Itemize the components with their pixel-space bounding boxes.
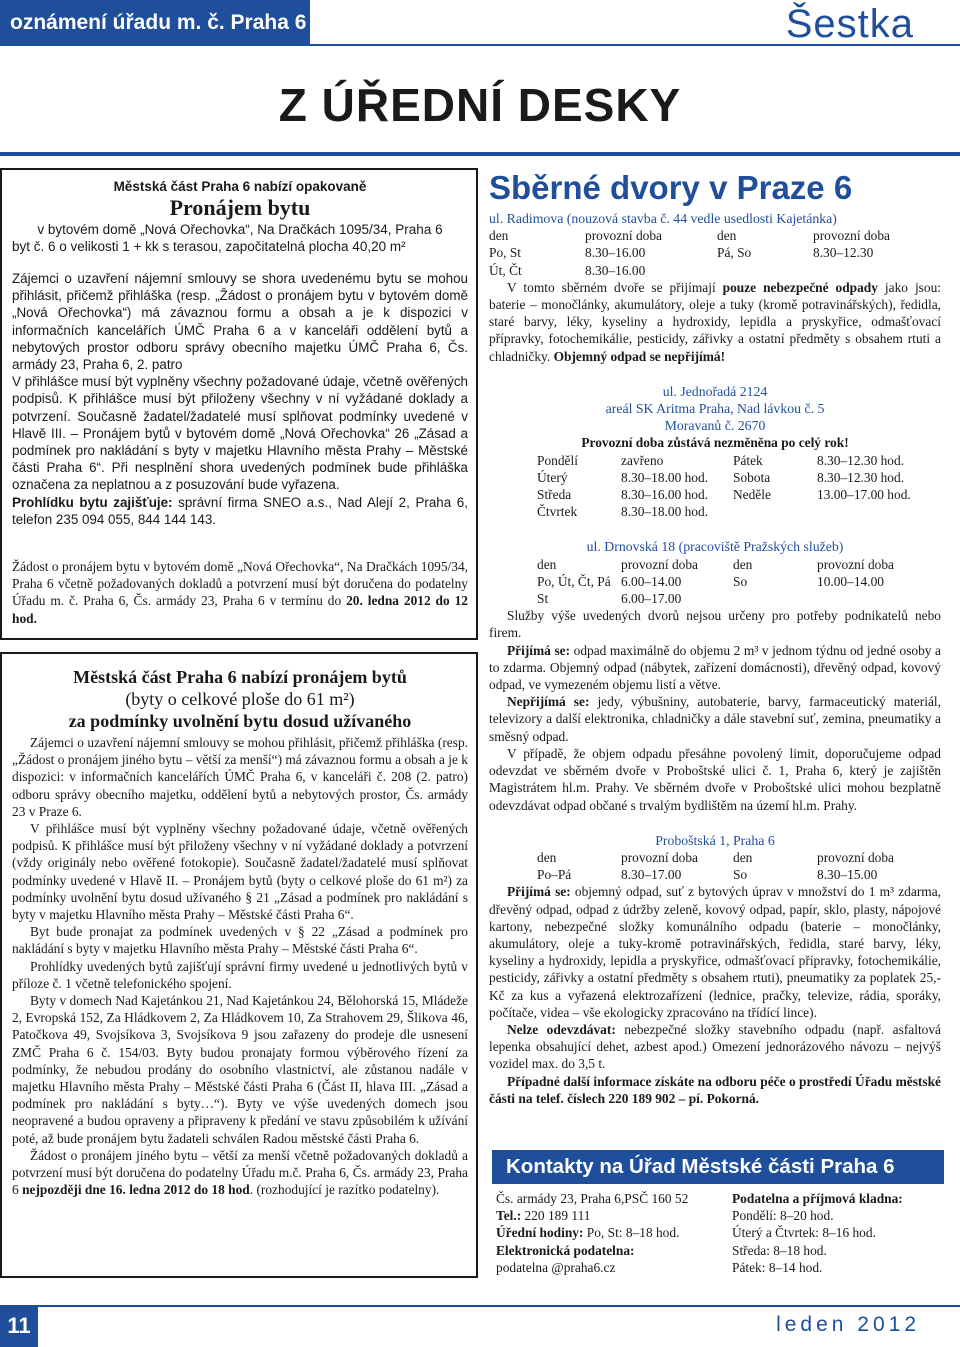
table-row bbox=[537, 573, 941, 590]
table-header-row bbox=[537, 556, 941, 573]
table-cell: Čtvrtek bbox=[537, 504, 578, 520]
contact-box bbox=[492, 1150, 944, 1280]
rental-h3: za podmínky uvolnění bytu dosud užívaného bbox=[68, 711, 412, 731]
contact-phone bbox=[496, 1207, 726, 1224]
table-header: den bbox=[537, 849, 557, 865]
hours-table-jednorada bbox=[537, 452, 941, 521]
table-cell: 8.30–15.00 bbox=[817, 867, 878, 883]
yard-bold: Přijímá se: bbox=[507, 884, 571, 900]
page-number: 11 bbox=[0, 1305, 38, 1347]
yard-text-radimova bbox=[489, 279, 941, 365]
table-cell bbox=[733, 503, 817, 520]
yard-text: V tomto sběrném dvoře se přijímají bbox=[507, 279, 723, 295]
table-header: provozní doba bbox=[585, 228, 662, 244]
table-cell: Úterý bbox=[537, 469, 568, 485]
table-cell: 8.30–16.00 hod. bbox=[621, 487, 709, 503]
rental-paragraph: Zájemci o uzavření nájemní smlouvy se mohou přihlásit, přičemž přihláška (resp. „Žádost o pronájem jiného bytu – větší za menší“) má závaznou formu a obsah a je k dispozici: v informačních kancelářích ÚMČ Praha 6, v kanceláři č. 208 (2. patro) odboru správy obecního majetku, oddělení bytů a nebytových prostor, Čs. armády 23 v Praze 6. bbox=[12, 735, 468, 819]
notice-paragraph: Zájemci o uzavření nájemní smlouvy se shora uvedenému bytu se mohou přihlásit, přičemž přihláška (resp. „Žádost o pronájem bytu v bytovém domě „Nová Ořechovka“) má závaznou formu a obsah a je k dispozici v informačních kancelářích ÚMČ Praha 6 a v kanceláři oddělení bytů a nebytových prostor odboru správy obecního majetku ÚMČ Praha 6, Čs. armády 23, Praha 6, 2. patro bbox=[12, 271, 468, 373]
contact-hours bbox=[496, 1224, 726, 1241]
table-cell: 6.00–14.00 bbox=[621, 573, 682, 589]
table-cell: Neděle bbox=[733, 487, 771, 503]
contact-value: Pátek: 8–14 hod. bbox=[732, 1259, 823, 1275]
notice-line2: Pronájem bytu bbox=[169, 195, 311, 220]
table-row bbox=[489, 244, 941, 261]
notice-line3: v bytovém domě „Nová Ořechovka“, Na Dračkách 1095/34, Praha 6 bbox=[37, 222, 443, 237]
rental-text: . (rozhodující je razítko podatelny). bbox=[249, 1182, 440, 1198]
notice-body bbox=[12, 270, 468, 528]
yard-heading-moravanu: Moravanů č. 2670 bbox=[664, 418, 766, 434]
contact-value: Úterý a Čtvrtek: 8–16 hod. bbox=[732, 1225, 876, 1241]
rental-bold: nejpozději dne 16. ledna 2012 do 18 hod bbox=[22, 1182, 250, 1198]
brand-logo: Šestka bbox=[785, 2, 914, 46]
table-cell: 6.00–17.00 bbox=[621, 591, 682, 607]
table-cell: Středa bbox=[537, 487, 572, 503]
table-cell: So bbox=[733, 867, 748, 883]
contact-label: Elektronická podatelna: bbox=[496, 1242, 635, 1258]
table-row bbox=[537, 486, 941, 503]
table-cell: 8.30–16.00 bbox=[585, 262, 646, 278]
table-cell: Pátek bbox=[733, 452, 763, 468]
table-row bbox=[489, 262, 941, 279]
contact-label: Tel.: bbox=[496, 1208, 522, 1224]
table-header: provozní doba bbox=[813, 228, 890, 244]
table-header: den bbox=[537, 556, 557, 572]
yard-text: objemný odpad, suť z bytových úprav v množství do 1 m³ zdarma, dřevěný odpad, odpad z údržby zeleně, kovový odpad, papír, sklo, plasty, nápojové kartony, nebezpečné složky komunálního odpadu (baterie – monočlánky, akumulátory, oleje a tuky-kromě potravinářských, ředidla, staré barvy, léky, kyseliny a hydroxidy, lepidla a pryskyřice, odmašťovací přípravky, fotochemikálie, pesticidy, zářivky a ostatní předměty s obsahem rtuti), pneumatiky za poplatek 25,- Kč za kus a vyřazená elektrozařízení (lednice, pračky, televize, rádia, sporáky, počítače, videa – vše ekologicky zpracováno na třídící lince). bbox=[489, 884, 941, 1020]
table-row bbox=[537, 590, 941, 607]
rental-paragraph: Byt bude pronajat za podmínek uvedených v § 22 „Zásad a podmínek pro nakládání s byty v majetku Hlavního města Prahy – Městské části Praha 6“. bbox=[12, 924, 468, 957]
notice-bold: 20. ledna 2012 do 12 hod. bbox=[12, 593, 468, 626]
notice-box-apartment bbox=[0, 168, 478, 640]
yard-heading-probostska: Proboštská 1, Praha 6 bbox=[655, 832, 775, 848]
notice-bold: Prohlídku bytu zajišťuje: bbox=[12, 494, 173, 510]
yard-text: odpad maximálně do objemu 2 m³ v jednom týdnu od jedné osoby a to zdarma. Objemný odpad (nábytek, zařízení domácnosti), dřevěný odpad, kovový odpad, ve vymezeném objemu listí a větve. bbox=[489, 642, 941, 693]
rental-paragraph: Prohlídky uvedených bytů zajišťují správní firmy uvedené u jednotlivých bytů v příloze č. 1 včetně telefonického spojení. bbox=[12, 958, 468, 991]
notice-box-rental bbox=[0, 652, 478, 1278]
contact-left bbox=[496, 1190, 726, 1276]
page-title: Z ÚŘEDNÍ DESKY bbox=[278, 79, 682, 131]
table-cell: 8.30–18.00 hod. bbox=[621, 504, 709, 520]
table-cell: 8.30–17.00 bbox=[621, 867, 682, 883]
notice-text: Žádost o pronájem bytu v bytovém domě „Nová Ořechovka“, Na Dračkách 1095/34, Praha 6 včetně požadovaných dokladů a potvrzení musí být doručena do podatelny Úřadu m. č. Praha 6, Čs. armády 23, Praha 6 v termínu do bbox=[12, 559, 468, 609]
table-cell: 8.30–18.00 hod. bbox=[621, 469, 709, 485]
table-header-row bbox=[537, 849, 941, 866]
yard-paragraph: Služby výše uvedených dvorů nejsou určeny pro potřeby podnikatelů nebo firem. bbox=[489, 608, 941, 641]
notice-deadline bbox=[12, 558, 468, 627]
contact-address: Čs. armády 23, Praha 6,PSČ 160 52 bbox=[496, 1191, 689, 1206]
table-row bbox=[537, 866, 941, 883]
notice-line1: Městská část Praha 6 nabízí opakovaně bbox=[113, 179, 367, 194]
notice-line4: byt č. 6 o velikosti 1 + kk s terasou, započitatelná plocha 40,20 m² bbox=[12, 239, 406, 254]
contact-value: Středa: 8–18 hod. bbox=[732, 1242, 827, 1258]
title-rule bbox=[0, 152, 960, 156]
yard-paragraph: Případné další informace získáte na odboru péče o prostředí Úřadu městské části na telef. číslech 220 189 902 – pí. Pokorná. bbox=[489, 1073, 941, 1106]
contact-value: Pondělí: 8–20 hod. bbox=[732, 1208, 834, 1224]
hours-table-radimova bbox=[489, 227, 941, 279]
table-header: den bbox=[733, 849, 753, 865]
table-row bbox=[537, 503, 941, 520]
table-cell: 8.30–12.30 hod. bbox=[817, 452, 905, 468]
yard-paragraph bbox=[489, 883, 941, 1021]
yard-heading-drnovska: ul. Drnovská 18 (pracoviště Pražských služeb) bbox=[586, 539, 844, 555]
yard-paragraph bbox=[489, 693, 941, 745]
rental-h1: Městská část Praha 6 nabízí pronájem bytů bbox=[73, 667, 407, 687]
yard-bold: Přijímá se: bbox=[507, 642, 571, 658]
hours-table-drnovska bbox=[537, 556, 941, 608]
table-cell: 8.30–12.30 bbox=[813, 245, 874, 261]
yard-paragraph bbox=[489, 1021, 941, 1073]
rental-text: Žádost o pronájem jiného bytu – větší za menší včetně požadovaných dokladů a potvrzení musí být doručena do podatelny Úřadu m.č. Praha 6, Čs. armády 23, Praha 6 bbox=[12, 1147, 468, 1198]
table-row bbox=[537, 469, 941, 486]
yard-note: Provozní doba zůstává nezměněna po celý rok! bbox=[581, 435, 849, 451]
notice-paragraph bbox=[12, 494, 468, 528]
table-cell: 8.30–12.30 hod. bbox=[817, 469, 905, 485]
notice-heading bbox=[12, 178, 468, 255]
yard-paragraph bbox=[489, 642, 941, 694]
yard-heading-aritma: areál SK Aritma Praha, Nad lávkou č. 5 bbox=[605, 401, 825, 417]
table-header: provozní doba bbox=[817, 849, 894, 865]
table-cell: Po–Pá bbox=[537, 867, 572, 883]
issue-date: leden 2012 bbox=[776, 1313, 920, 1336]
rental-body bbox=[12, 734, 468, 1198]
notice-text: správní firma SNEO a.s., Nad Alejí 2, Praha 6, telefon 235 094 055, 844 144 143. bbox=[12, 494, 468, 527]
contact-label: Podatelna a příjmová kladna: bbox=[732, 1191, 903, 1206]
contact-value: Po, St: 8–18 hod. bbox=[583, 1225, 680, 1241]
table-cell: Út, Čt bbox=[489, 262, 522, 278]
table-cell: 8.30–16.00 bbox=[585, 245, 646, 261]
table-cell bbox=[717, 262, 813, 279]
rental-paragraph: V přihlášce musí být vyplněny všechny požadované údaje, včetně ověřených podpisů. K přihlášce musí být přiloženy všechny v ní vyžádané doklady a potvrzení (vždy originály nebo ověřené fotokopie). Současně žadatel/žadatelé musí splňovat podmínky uvedené v Hlavě II. – Pronájem bytů (byty o celkové ploše do 61 m²) za podmínky uvolnění bytu dosud užívaného § 21 „Zásad a podmínek pro nakládání s byty v majetku Hlavního města Prahy – Městské části Praha 6“. bbox=[12, 821, 468, 923]
table-cell: Po, St bbox=[489, 245, 522, 261]
section-tab: oznámení úřadu m. č. Praha 6 bbox=[0, 0, 310, 46]
table-cell bbox=[817, 590, 941, 607]
table-cell: zavřeno bbox=[621, 452, 664, 468]
contact-value: 220 189 111 bbox=[521, 1208, 591, 1224]
table-cell: Sobota bbox=[733, 469, 771, 485]
footer-rule bbox=[38, 1305, 960, 1307]
yard-text: nebezpečné složky stavebního odpadu (např. asfaltová lepenka obsahující dehet, azbest apod.) Omezení jednorázového návozu – nejvýš vozidel max. do 3,5 t. bbox=[489, 1021, 942, 1072]
yard-paragraph: V případě, že objem odpadu přesáhne povolený limit, doporučujeme odpad odevzdat ve sběrném dvoře v Proboštské ulici č. 1, Praha 6, který je zajištěn Magistrátem hl.m. Prahy. Ve sběrném dvoře v Proboštské ulici mohou bezplatně odevzdávat odpad občané s trvalým bydlištěm na území hl.m. Prahy. bbox=[489, 745, 941, 813]
yard-bold: Nelze odevzdávat: bbox=[507, 1021, 616, 1037]
table-header: provozní doba bbox=[817, 556, 894, 572]
table-row bbox=[537, 452, 941, 469]
yard-bold: pouze nebezpečné odpady bbox=[722, 279, 878, 295]
table-cell: Po, Út, Čt, Pá bbox=[537, 573, 611, 589]
table-header-row bbox=[489, 227, 941, 244]
table-cell bbox=[817, 503, 941, 520]
yard-text: jako jsou: baterie – monočlánky, akumulátory, oleje a tuky (kromě potravinářských), ředidla, staré barvy, léky, kyseliny a hydroxidy, lepidla a pryskyřice, odmašťovací přípravky, fotochemikálie, pesticidy, zářivky a ostatní předměty s obsahem rtuti a chladničky. bbox=[489, 279, 941, 364]
contact-label: Úřední hodiny: bbox=[496, 1225, 584, 1241]
rental-paragraph bbox=[12, 1147, 468, 1199]
yard-bold: Nepřijímá se: bbox=[507, 694, 590, 710]
yard-bold: Objemný odpad se nepřijímá! bbox=[553, 348, 726, 364]
table-cell: So bbox=[733, 573, 748, 589]
contact-email: podatelna @praha6.cz bbox=[496, 1259, 616, 1275]
contact-title: Kontakty na Úřad Městské části Praha 6 bbox=[506, 1155, 895, 1178]
yard-heading-radimova: ul. Radimova (nouzová stavba č. 44 vedle usedlosti Kajetánka) bbox=[489, 211, 837, 226]
table-cell: Pondělí bbox=[537, 452, 578, 468]
hours-table-probostska bbox=[537, 849, 941, 883]
table-cell bbox=[733, 590, 817, 607]
contact-right bbox=[732, 1190, 944, 1276]
yard-heading-jednorada: ul. Jednořadá 2124 bbox=[662, 383, 768, 399]
waste-yards-column bbox=[489, 168, 941, 1107]
table-cell bbox=[813, 262, 941, 279]
waste-yards-title: Sběrné dvory v Praze 6 bbox=[489, 169, 853, 206]
table-cell: 13.00–17.00 hod. bbox=[817, 487, 911, 503]
rental-h2: (byty o celkové ploše do 61 m²) bbox=[125, 689, 355, 709]
table-cell: St bbox=[537, 591, 549, 607]
table-header: provozní doba bbox=[621, 556, 698, 572]
rental-heading bbox=[12, 666, 468, 732]
table-header: den bbox=[489, 228, 509, 244]
notice-paragraph: V přihlášce musí být vyplněny všechny požadované údaje, včetně ověřených podpisů. K přihlášce musí být přiloženy všechny v ní vyžádané doklady a potvrzení. Současně žadatel/žadatelé musí splňovat podmínky uvedené v Hlavě III. – Pronájem bytů v bytovém domě „Nová Ořechovka“ 26 „Zásad a podmínek pro nakládání s byty v majetku Hlavního města Prahy – Městské části Praha 6“. Při nesplnění shora uvedených podmínek bude přihláška označena za neplatnou a z posuzování bude vyřazena. bbox=[12, 374, 468, 493]
top-bar bbox=[0, 0, 960, 46]
table-header: provozní doba bbox=[621, 849, 698, 865]
table-cell: Pá, So bbox=[717, 245, 752, 261]
table-header: den bbox=[733, 556, 753, 572]
table-header: den bbox=[717, 228, 737, 244]
table-cell: 10.00–14.00 bbox=[817, 573, 884, 589]
rental-paragraph: Byty v domech Nad Kajetánkou 21, Nad Kajetánkou 24, Bělohorská 15, Mládeže 2, Evropská 152, Za Hládkovem 2, Za Hládkovem 10, Za Strahovem 29, Šlikova 46, Patočkova 49, Svojsíkova 3, Svojsíkova 9 jsou zařazeny do prodeje dle usnesení ZMČ Praha 6 č. 154/03. Byty budou pronajaty formou výběrového řízení za podmínky, že nebudou prodány do osobního vlastnictví, ale zůstanou nadále v majetku Hlavního města Prahy – Městské části Praha 6 (Část II, hlava III. „Zásad a podmínek pro nakládání s byty…“). Byty ve výše uvedených domech jsou neopravené a budou opraveny a připraveny k předání ve stavu způsobilém k užívání poté, až bude pronájem bytu žadateli schválen Radou městské části Praha 6. bbox=[12, 993, 468, 1146]
yard-text: jedy, výbušniny, autobaterie, barvy, farmaceutický materiál, televizory a další elektronika, chladničky a dále stavební suť, zemina, pneumatiky a směsný odpad. bbox=[489, 694, 941, 744]
